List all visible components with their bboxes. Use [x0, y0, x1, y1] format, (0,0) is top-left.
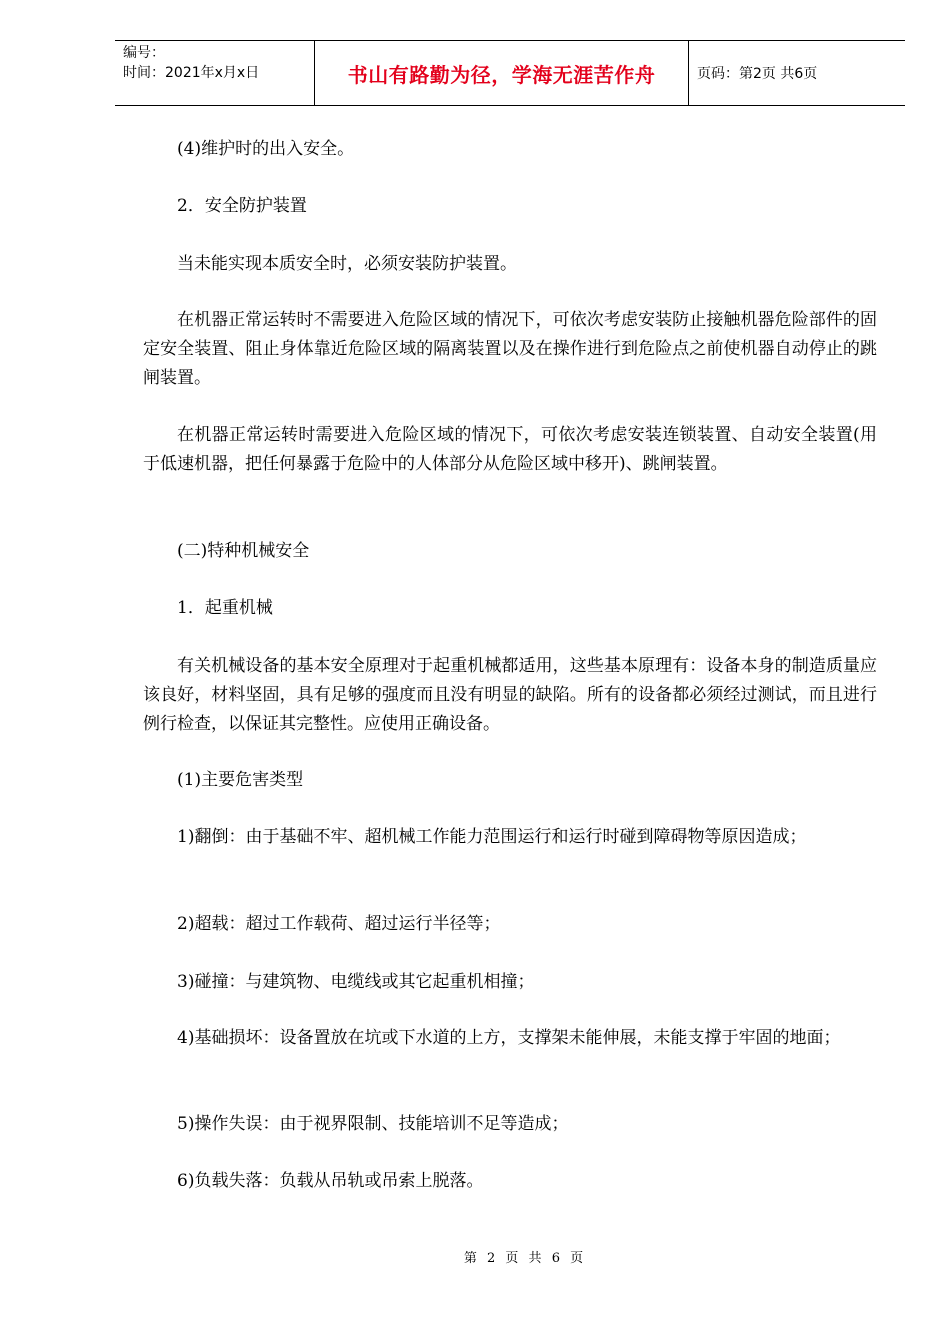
paragraph: 在机器正常运转时需要进入危险区域的情况下，可依次考虑安装连锁装置、自动安全装置(用于低速机器，把任何暴露于危险中的人体部分从危险区域中移开)、跳闸装置。: [143, 425, 877, 474]
section-heading: (二)特种机械安全: [177, 541, 310, 561]
page-footer: 第 2 页 共 6 页: [463, 1251, 587, 1266]
header-page-info: 页码：第2页 共6页: [697, 66, 818, 82]
section-heading: (1)主要危害类型: [177, 770, 304, 790]
section-heading: 1．起重机械: [177, 598, 273, 618]
header-meta: [115, 41, 315, 105]
paragraph: 当未能实现本质安全时，必须安装防护装置。: [177, 254, 517, 274]
header-motto: 书山有路勤为径，学海无涯苦作舟: [315, 41, 689, 105]
list-item: 2)超载：超过工作载荷、超过运行半径等；: [177, 914, 501, 934]
paragraph: (4)维护时的出入安全。: [177, 139, 355, 159]
list-item: 6)负载失落：负载从吊轨或吊索上脱落。: [177, 1171, 484, 1191]
paragraph: 有关机械设备的基本安全原理对于起重机械都适用，这些基本原理有：设备本身的制造质量应该良好，材料坚固，具有足够的强度而且没有明显的缺陷。所有的设备都必须经过测试，而且进行例行检查，以保证其完整性。应使用正确设备。: [143, 656, 877, 734]
list-item: 4)基础损坏：设备置放在坑或下水道的上方，支撑架未能伸展，未能支撑于牢固的地面；: [177, 1028, 841, 1048]
list-item: 3)碰撞：与建筑物、电缆线或其它起重机相撞；: [177, 972, 535, 992]
document-time-label: 时间：2021年x月x日: [123, 65, 260, 81]
list-item: 1)翻倒：由于基础不牢、超机械工作能力范围运行和运行时碰到障碍物等原因造成；: [177, 827, 807, 847]
page-header: [115, 40, 905, 106]
list-item: 5)操作失误：由于视界限制、技能培训不足等造成；: [177, 1114, 569, 1134]
document-number-label: 编号：: [123, 45, 165, 61]
paragraph: 在机器正常运转时不需要进入危险区域的情况下，可依次考虑安装防止接触机器危险部件的固定安全装置、阻止身体靠近危险区域的隔离装置以及在操作进行到危险点之前使机器自动停止的跳闸装置。: [143, 310, 877, 388]
section-heading: 2．安全防护装置: [177, 196, 307, 216]
